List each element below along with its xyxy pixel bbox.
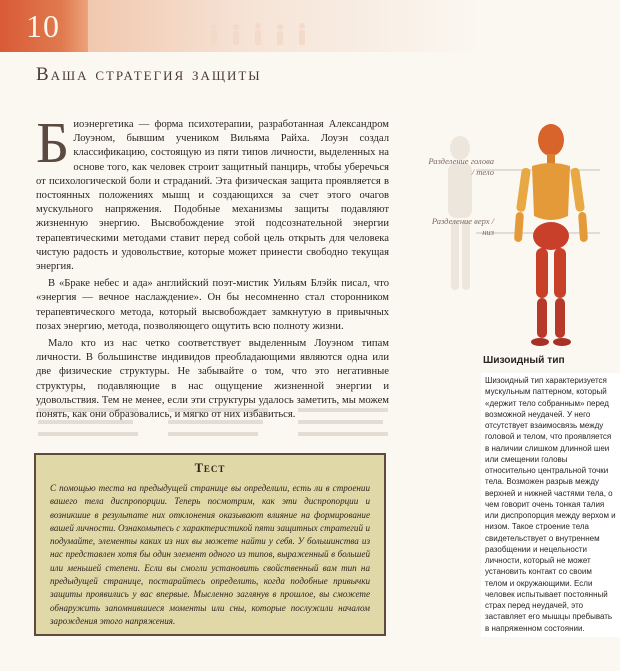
paragraph-3: Мало кто из нас четко соответствует выделенным Лоуэном типам личности. В большинстве индивидов преобладающими являются одна или две физические структуры. Не забывайте о том, что это негативные структуры, подавляющие в нас ощущение жизненной энергии и удовольствия. Тем не менее, если эти структуры удалось заметить, мы можем понять, как они образовались, и мягко от них избавиться. (36, 338, 389, 421)
chapter-header-strip (88, 0, 620, 52)
main-article (36, 110, 389, 425)
chapter-number-block (0, 0, 88, 52)
schizoid-type-box (481, 355, 620, 637)
test-box (34, 453, 386, 636)
wooden-mannequin-figure (418, 108, 620, 353)
test-title: Тест (194, 461, 226, 475)
paragraph-1-text: иоэнергетика — форма психотерапии, разработанная Александром Лоуэном, бывшим учеником Вильяма Райха. Лоуэн создал классификацию, состоящую из пяти типов личности, выделенных на основе того, как человек строит защитный панцирь, чтобы уберечься от психологической боли и страданий. Эта физическая защита проявляется в постоянных положениях мышц и создающихся за счет этого очагов мускульного напряжения. Подобные механизмы защиты подавляют жизненную энергию. Высвобождение этой подсознательной энергии терапевтическими методами ставит перед собой цель открыть для человека чистую радость и удовольствие, которые может принести свободно текущая энергия. (36, 119, 389, 273)
chapter-number: 10 (26, 8, 60, 44)
drop-cap: Б (36, 110, 70, 175)
people-silhouettes-icon (184, 22, 324, 52)
test-text: С помощью теста на предыдущей странице вы определили, есть ли в строении вашего тела диспропорции. Теперь посмотрим, как эти диспропорции и возникшие в результате них отклонения оказывают влияние на формирование вашей личности. Ознакомьтесь с характеристикой пяти защитных стратегий и подумайте, элементы каких из них вы можете найти у себя. У большинства из нас представлен хотя бы один элемент одного из типов, выраженный в большей или меньшей степени. Если вы смогли установить свойственный вам тип на предыдущей странице, постарайтесь определить, когда подобные привычки защиты проявились у вас впервые. Мысленно заглянув в прошлое, вы сможете обнаружить запомнившиеся моменты или сны, которые послужили началом зарождения этого напряжения. (50, 483, 370, 626)
paragraph-1 (36, 110, 389, 274)
schizoid-title: Шизоидный тип (483, 355, 565, 366)
label-head-body: Разделение голова / тело (428, 156, 494, 177)
page-title: Ваша стратегия защиты (36, 64, 262, 85)
schizoid-text: Шизоидный тип характеризуется мускульным паттерном, который «держит тело собранным» перед возможной неудачей. У него отсутствует взаимосвязь между головой и телом, что проявляется в наличии слишком длинной шеи или смещении головы относительно центральной точки тела. Возможен разрыв между верхней и нижней частями тела, о чем говорит очень тонкая талия или диспропорция между верхом и низом. Такое строение тела свидетельствует о внутреннем разобщении и нецельности личности, который не может установить контакт со своим телом и окружающими. Если человек испытывает постоянный страх перед неудачей, это заставляет его мышцы пребывать в напряженном состоянии. (481, 373, 620, 637)
label-upper-lower: Разделение верх / низ (431, 216, 494, 237)
paragraph-2: В «Браке небес и ада» английский поэт-мистик Уильям Блэйк писал, что «энергия — вечное наслаждение». Он бы несомненно стал сторонником терапевтического метода, который высвобождает замкнутую в привычных позах энергию, метода, позволяющего ощутить всю полноту жизни. (36, 278, 389, 332)
